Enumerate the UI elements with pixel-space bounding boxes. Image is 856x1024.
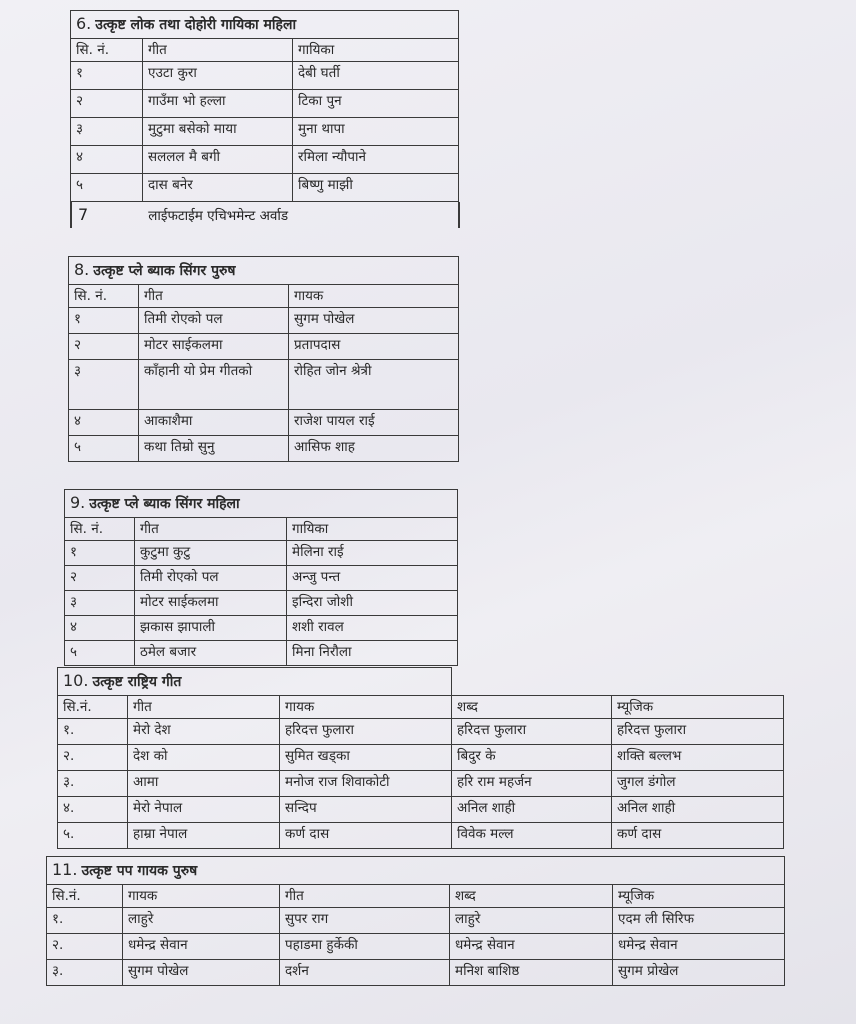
- cell-music: एदम ली सिरिफ: [613, 908, 785, 934]
- section-title: [69, 257, 459, 285]
- section-number: 10.: [63, 671, 89, 690]
- cell-singer: आसिफ शाह: [289, 436, 459, 462]
- table-row: [58, 745, 784, 771]
- cell-song: आकाशैमा: [139, 410, 289, 436]
- cell-serial: ५: [65, 641, 135, 666]
- cell-music: सुगम प्रोखेल: [613, 960, 785, 986]
- cell-singer: रमिला न्यौपाने: [293, 146, 459, 174]
- cell-serial: २.: [58, 745, 128, 771]
- section-10-table: [57, 667, 784, 849]
- cell-song: ठमेल बजार: [135, 641, 287, 666]
- header-song: गीत: [135, 518, 287, 541]
- header-lyrics: शब्द: [452, 696, 612, 719]
- header-song: गीत: [143, 39, 293, 62]
- cell-singer: कर्ण दास: [280, 823, 452, 849]
- cell-song: सललल मै बगी: [143, 146, 293, 174]
- cell-song: देश को: [128, 745, 280, 771]
- header-row: [71, 39, 459, 62]
- cell-serial: २: [71, 90, 143, 118]
- cell-singer: अन्जु पन्त: [287, 566, 458, 591]
- table-row: [65, 641, 458, 666]
- section-title-text: उत्कृष्ट पप गायक पुरुष: [81, 863, 198, 879]
- section-title-text: उत्कृष्ट प्ले ब्याक सिंगर पुरुष: [93, 263, 236, 279]
- table-row: [65, 616, 458, 641]
- cell-serial: ३.: [47, 960, 123, 986]
- cell-serial: २: [65, 566, 135, 591]
- header-row: [65, 518, 458, 541]
- cell-song: तिमी रोएको पल: [135, 566, 287, 591]
- cell-music: धमेन्द्र सेवान: [613, 934, 785, 960]
- cell-serial: १: [65, 541, 135, 566]
- cell-serial: ३: [65, 591, 135, 616]
- table-row: [71, 118, 459, 146]
- section-title-text: उत्कृष्ट राष्ट्रिय गीत: [92, 674, 182, 690]
- cell-lyrics: हरि राम महर्जन: [452, 771, 612, 797]
- cell-lyrics: लाहुरे: [450, 908, 613, 934]
- cell-serial: ३: [71, 118, 143, 146]
- section-8-block: [68, 256, 459, 462]
- cell-song: कुटुमा कुटु: [135, 541, 287, 566]
- header-singer: गायिका: [287, 518, 458, 541]
- cell-singer: मेलिना राई: [287, 541, 458, 566]
- cell-singer: बिष्णु माझी: [293, 174, 459, 202]
- header-row: [47, 885, 785, 908]
- cell-music: शक्ति बल्लभ: [612, 745, 784, 771]
- cell-song: हाम्रा नेपाल: [128, 823, 280, 849]
- cell-serial: १.: [47, 908, 123, 934]
- header-music: म्यूजिक: [612, 696, 784, 719]
- cell-serial: ४: [65, 616, 135, 641]
- section-11-table: [46, 856, 785, 986]
- lifetime-achievement-note: [70, 202, 460, 228]
- cell-song: तिमी रोएको पल: [139, 308, 289, 334]
- cell-singer: मनोज राज शिवाकोटी: [280, 771, 452, 797]
- header-serial: सि. नं.: [65, 518, 135, 541]
- cell-serial: ५: [69, 436, 139, 462]
- section-number: 9.: [70, 493, 86, 512]
- cell-lyrics: अनिल शाही: [452, 797, 612, 823]
- header-music: म्यूजिक: [613, 885, 785, 908]
- cell-song: दर्शन: [280, 960, 450, 986]
- cell-singer: मिना निरौला: [287, 641, 458, 666]
- cell-singer: प्रतापदास: [289, 334, 459, 360]
- table-row: [58, 797, 784, 823]
- cell-singer: सुगम पोखेल: [123, 960, 280, 986]
- table-row: [47, 908, 785, 934]
- table-row: [65, 541, 458, 566]
- section-11-block: [46, 856, 785, 986]
- cell-singer: देबी घर्ती: [293, 62, 459, 90]
- section-8-table: [68, 256, 459, 462]
- header-song: गीत: [128, 696, 280, 719]
- table-row: [69, 360, 459, 410]
- note-text: लाईफटाईम एचिभमेन्ट अर्वाड: [148, 208, 289, 224]
- cell-serial: ५.: [58, 823, 128, 849]
- table-row: [58, 719, 784, 745]
- section-title: [58, 668, 452, 696]
- table-row: [47, 934, 785, 960]
- header-singer: गायक: [280, 696, 452, 719]
- table-row: [71, 62, 459, 90]
- cell-singer: रोहित जोन श्रेत्री: [289, 360, 459, 410]
- cell-music: अनिल शाही: [612, 797, 784, 823]
- header-serial: सि.नं.: [58, 696, 128, 719]
- cell-music: जुगल डंगोल: [612, 771, 784, 797]
- section-title-row: [71, 11, 459, 39]
- table-row: [58, 823, 784, 849]
- cell-singer: सुगम पोखेल: [289, 308, 459, 334]
- cell-song: मेरो देश: [128, 719, 280, 745]
- cell-serial: १.: [58, 719, 128, 745]
- header-row: [69, 285, 459, 308]
- section-number: 8.: [74, 260, 90, 279]
- section-title-row: [58, 668, 784, 696]
- header-singer: गायक: [289, 285, 459, 308]
- table-row: [65, 591, 458, 616]
- cell-singer: हरिदत्त फुलारा: [280, 719, 452, 745]
- header-serial: सि.नं.: [47, 885, 123, 908]
- cell-lyrics: बिदुर के: [452, 745, 612, 771]
- cell-song: मेरो नेपाल: [128, 797, 280, 823]
- cell-serial: २.: [47, 934, 123, 960]
- section-title: [65, 490, 458, 518]
- cell-serial: २: [69, 334, 139, 360]
- cell-singer: टिका पुन: [293, 90, 459, 118]
- section-9-block: [64, 489, 458, 666]
- cell-lyrics: धमेन्द्र सेवान: [450, 934, 613, 960]
- cell-song: कथा तिम्रो सुनु: [139, 436, 289, 462]
- cell-lyrics: विवेक मल्ल: [452, 823, 612, 849]
- section-title-row: [47, 857, 785, 885]
- cell-serial: १: [71, 62, 143, 90]
- cell-singer: सुमित खड्का: [280, 745, 452, 771]
- section-title: [47, 857, 785, 885]
- table-row: [71, 90, 459, 118]
- table-row: [69, 410, 459, 436]
- section-title-row: [69, 257, 459, 285]
- header-singer: गायक: [123, 885, 280, 908]
- cell-lyrics: हरिदत्त फुलारा: [452, 719, 612, 745]
- section-6-table: [70, 10, 459, 202]
- table-row: [71, 146, 459, 174]
- table-row: [69, 308, 459, 334]
- cell-serial: ३: [69, 360, 139, 410]
- table-row: [58, 771, 784, 797]
- table-row: [71, 174, 459, 202]
- cell-singer: धमेन्द्र सेवान: [123, 934, 280, 960]
- cell-serial: १: [69, 308, 139, 334]
- cell-song: पहाडमा हुर्केकी: [280, 934, 450, 960]
- cell-singer: इन्दिरा जोशी: [287, 591, 458, 616]
- section-title-text: उत्कृष्ट प्ले ब्याक सिंगर महिला: [89, 496, 240, 512]
- header-singer: गायिका: [293, 39, 459, 62]
- cell-song: सुपर राग: [280, 908, 450, 934]
- section-9-table: [64, 489, 458, 666]
- table-row: [47, 960, 785, 986]
- cell-serial: ४: [69, 410, 139, 436]
- cell-singer: सन्दिप: [280, 797, 452, 823]
- cell-song: आमा: [128, 771, 280, 797]
- table-row: [65, 566, 458, 591]
- cell-singer: मुना थापा: [293, 118, 459, 146]
- header-song: गीत: [280, 885, 450, 908]
- cell-lyrics: मनिश बाशिष्ठ: [450, 960, 613, 986]
- cell-singer: राजेश पायल राई: [289, 410, 459, 436]
- section-number: 7: [78, 205, 89, 224]
- cell-music: कर्ण दास: [612, 823, 784, 849]
- table-row: [69, 334, 459, 360]
- cell-song: एउटा कुरा: [143, 62, 293, 90]
- cell-serial: ४.: [58, 797, 128, 823]
- table-row: [69, 436, 459, 462]
- cell-serial: ३.: [58, 771, 128, 797]
- title-spacer: [452, 668, 784, 696]
- cell-song: मुटुमा बसेको माया: [143, 118, 293, 146]
- header-serial: सि. नं.: [71, 39, 143, 62]
- header-serial: सि. नं.: [69, 285, 139, 308]
- header-row: [58, 696, 784, 719]
- cell-song: मोटर साईकलमा: [139, 334, 289, 360]
- cell-song: काँहानी यो प्रेम गीतको: [139, 360, 289, 410]
- section-title: [71, 11, 459, 39]
- cell-song: मोटर साईकलमा: [135, 591, 287, 616]
- section-6-block: [70, 10, 460, 228]
- section-number: 11.: [52, 860, 78, 879]
- cell-singer: शशी रावल: [287, 616, 458, 641]
- cell-music: हरिदत्त फुलारा: [612, 719, 784, 745]
- cell-singer: लाहुरे: [123, 908, 280, 934]
- cell-serial: ४: [71, 146, 143, 174]
- header-lyrics: शब्द: [450, 885, 613, 908]
- section-10-block: [57, 667, 784, 849]
- header-song: गीत: [139, 285, 289, 308]
- section-number: 6.: [76, 14, 92, 33]
- section-title-text: उत्कृष्ट लोक तथा दोहोरी गायिका महिला: [95, 17, 297, 33]
- cell-serial: ५: [71, 174, 143, 202]
- cell-song: दास बनेर: [143, 174, 293, 202]
- cell-song: झकास झापाली: [135, 616, 287, 641]
- cell-song: गाउँमा भो हल्ला: [143, 90, 293, 118]
- section-title-row: [65, 490, 458, 518]
